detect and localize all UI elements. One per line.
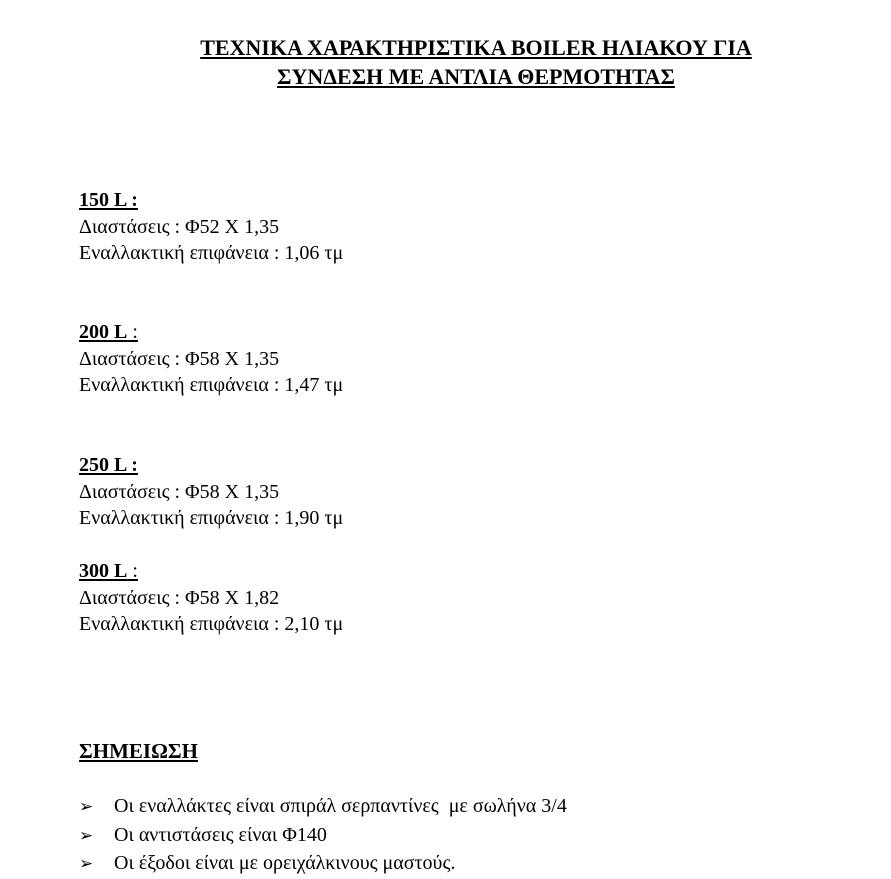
exchange-surface-line: Εναλλακτική επιφάνεια : 1,06 τμ [79,242,344,264]
dimensions-line: Διαστάσεις : Φ52 Χ 1,35 [79,215,280,238]
capacity-heading [79,452,343,479]
spec-section-300l [79,558,343,638]
exchange-surface-line: Εναλλακτική επιφάνεια : 1,47 τμ [79,374,344,396]
capacity-heading [79,558,343,585]
list-item [79,822,567,851]
spec-section-150l [79,187,343,267]
arrowhead-bullet-icon: ➢ [79,797,94,817]
note-text: Οι εναλλάκτες είναι σπιράλ σερπαντίνες με σωλήνα 3/4 [114,795,567,817]
list-item [79,793,567,822]
capacity-heading-rest: : [127,560,138,582]
dimensions-line: Διαστάσεις : Φ58 Χ 1,82 [79,586,280,609]
exchange-surface-line: Εναλλακτική επιφάνεια : 1,90 τμ [79,507,344,529]
capacity-heading-bold: 250 L : [79,454,138,476]
note-text: Οι έξοδοι είναι με ορειχάλκινους μαστούς. [114,852,456,874]
note-list [79,793,567,879]
document-title [0,33,891,91]
spec-section-200l [79,319,343,399]
arrowhead-bullet-icon: ➢ [79,825,94,846]
spec-section-250l [79,452,343,532]
capacity-heading-rest: : [127,321,138,343]
title-line-1: ΤΕΧΝΙΚΑ ΧΑΡΑΚΤΗΡΙΣΤΙΚΑ BOILER ΗΛΙΑΚΟΥ ΓΙΑ [200,35,752,60]
dimensions-line: Διαστάσεις : Φ58 Χ 1,35 [79,347,280,370]
capacity-heading [79,319,343,346]
capacity-heading-bold: 150 L : [79,189,138,211]
note-heading: ΣΗΜΕΙΩΣΗ [79,739,198,763]
exchange-surface-line: Εναλλακτική επιφάνεια : 2,10 τμ [79,613,344,635]
capacity-heading-bold: 300 L [79,560,128,582]
capacity-heading [79,187,343,214]
dimensions-line: Διαστάσεις : Φ58 Χ 1,35 [79,480,280,503]
note-text: Οι αντιστάσεις είναι Φ140 [114,823,327,846]
capacity-heading-bold: 200 L [79,321,128,343]
arrowhead-bullet-icon: ➢ [79,854,94,874]
list-item [79,850,567,879]
title-line-2: ΣΥΝΔΕΣΗ ΜΕ ΑΝΤΛΙΑ ΘΕΡΜΟΤΗΤΑΣ [277,64,675,89]
